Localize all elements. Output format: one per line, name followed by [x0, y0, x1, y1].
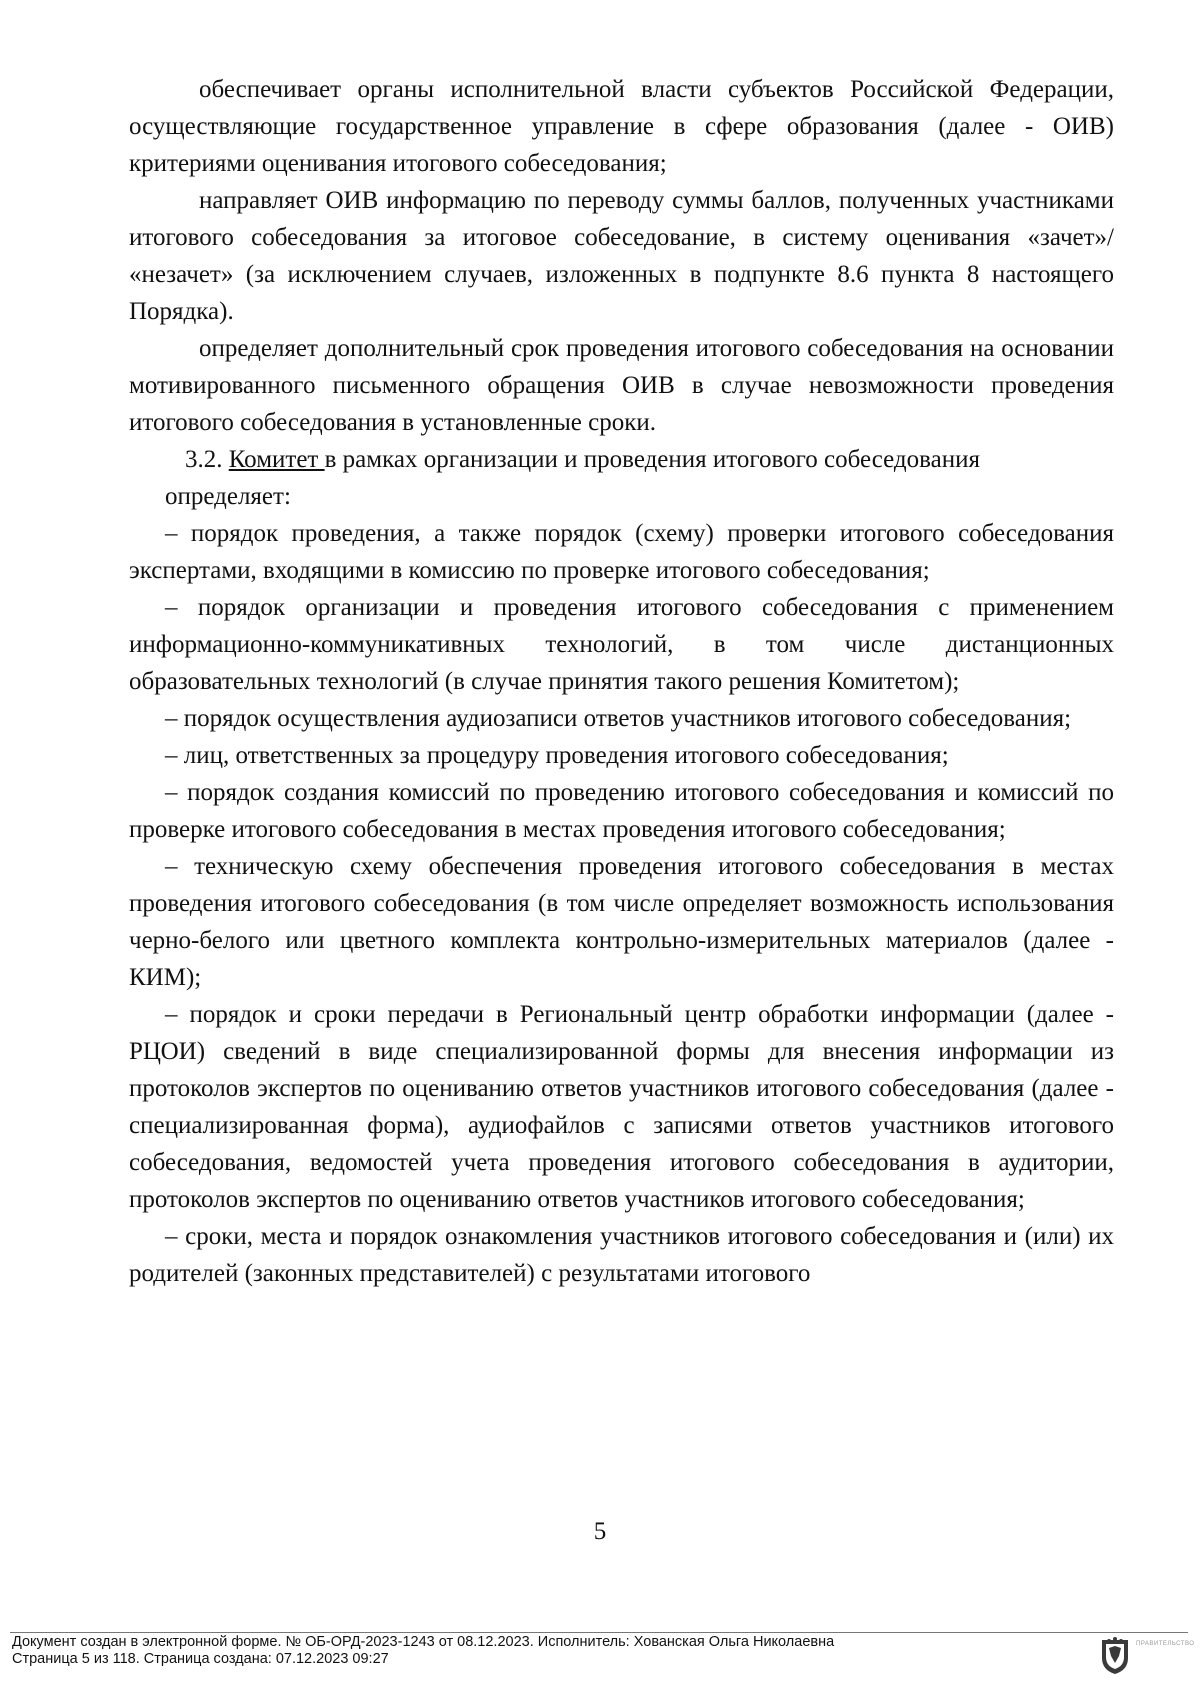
page-number: 5	[593, 1518, 607, 1545]
footer-document-info: Документ создан в электронной форме. № ОБ-ОРД-2023-1243 от 08.12.2023. Исполнитель: Хованская Ольга Николаевна	[12, 1634, 835, 1650]
paragraph-3: определяет дополнительный срок проведения итогового собеседования на основании мотивированного письменного обращения ОИВ в случае невозможности проведения итогового собеседования в установленные сроки.	[129, 335, 1114, 436]
document-body	[129, 71, 1114, 1292]
section-3-2-heading	[129, 441, 1114, 478]
list-item: – порядок создания комиссий по проведению итогового собеседования и комиссий по проверке итогового собеседования в местах проведения итогового собеседования;	[129, 779, 1114, 843]
footer-divider	[10, 1632, 1188, 1633]
section-number: 3.2.	[185, 446, 223, 473]
paragraph-1: обеспечивает органы исполнительной власти субъектов Российской Федерации, осуществляющие государственное управление в сфере образования (далее - ОИВ) критериями оценивания итогового собеседования;	[129, 76, 1114, 177]
emblem-caption: ПРАВИТЕЛЬСТВО	[1136, 1641, 1195, 1647]
coat-of-arms-icon	[1098, 1636, 1132, 1676]
footer-page-info: Страница 5 из 118. Страница создана: 07.12.2023 09:27	[12, 1651, 389, 1667]
list-item: – порядок осуществления аудиозаписи ответов участников итогового собеседования;	[165, 705, 1072, 732]
section-3-2-continuation: определяет:	[165, 483, 291, 510]
list-item: – лиц, ответственных за процедуру проведения итогового собеседования;	[165, 742, 949, 769]
section-text: в рамках организации и проведения итогового собеседования	[324, 446, 980, 473]
section-subject: Комитет	[228, 446, 325, 473]
list-item: – порядок организации и проведения итогового собеседования с применением информационно-коммуникативных технологий, в том числе дистанционных образовательных технологий (в случае принятия такого решения Комитетом);	[129, 594, 1114, 695]
list-item: – порядок проведения, а также порядок (схему) проверки итогового собеседования экспертами, входящими в комиссию по проверке итогового собеседования;	[129, 520, 1114, 584]
footer	[12, 1634, 1072, 1668]
list-item: – техническую схему обеспечения проведения итогового собеседования в местах проведения итогового собеседования (в том числе определяет возможность использования черно-белого или цветного комплекта контрольно-измерительных материалов (далее - КИМ);	[129, 853, 1114, 991]
list-item: – сроки, места и порядок ознакомления участников итогового собеседования и (или) их родителей (законных представителей) с результатами итогового	[129, 1223, 1114, 1287]
list-item: – порядок и сроки передачи в Региональный центр обработки информации (далее - РЦОИ) сведений в виде специализированной формы для внесения информации из протоколов экспертов по оцениванию ответов участников итогового собеседования (далее - специализированная форма), аудиофайлов с записями ответов участников итогового собеседования, ведомостей учета проведения итогового собеседования в аудитории, протоколов экспертов по оцениванию ответов участников итогового собеседования;	[129, 1001, 1114, 1213]
paragraph-2: направляет ОИВ информацию по переводу суммы баллов, полученных участниками итогового собеседования за итоговое собеседование, в систему оценивания «зачет»/ «незачет» (за исключением случаев, изложенных в подпункте 8.6 пункта 8 настоящего Порядка).	[129, 187, 1114, 325]
